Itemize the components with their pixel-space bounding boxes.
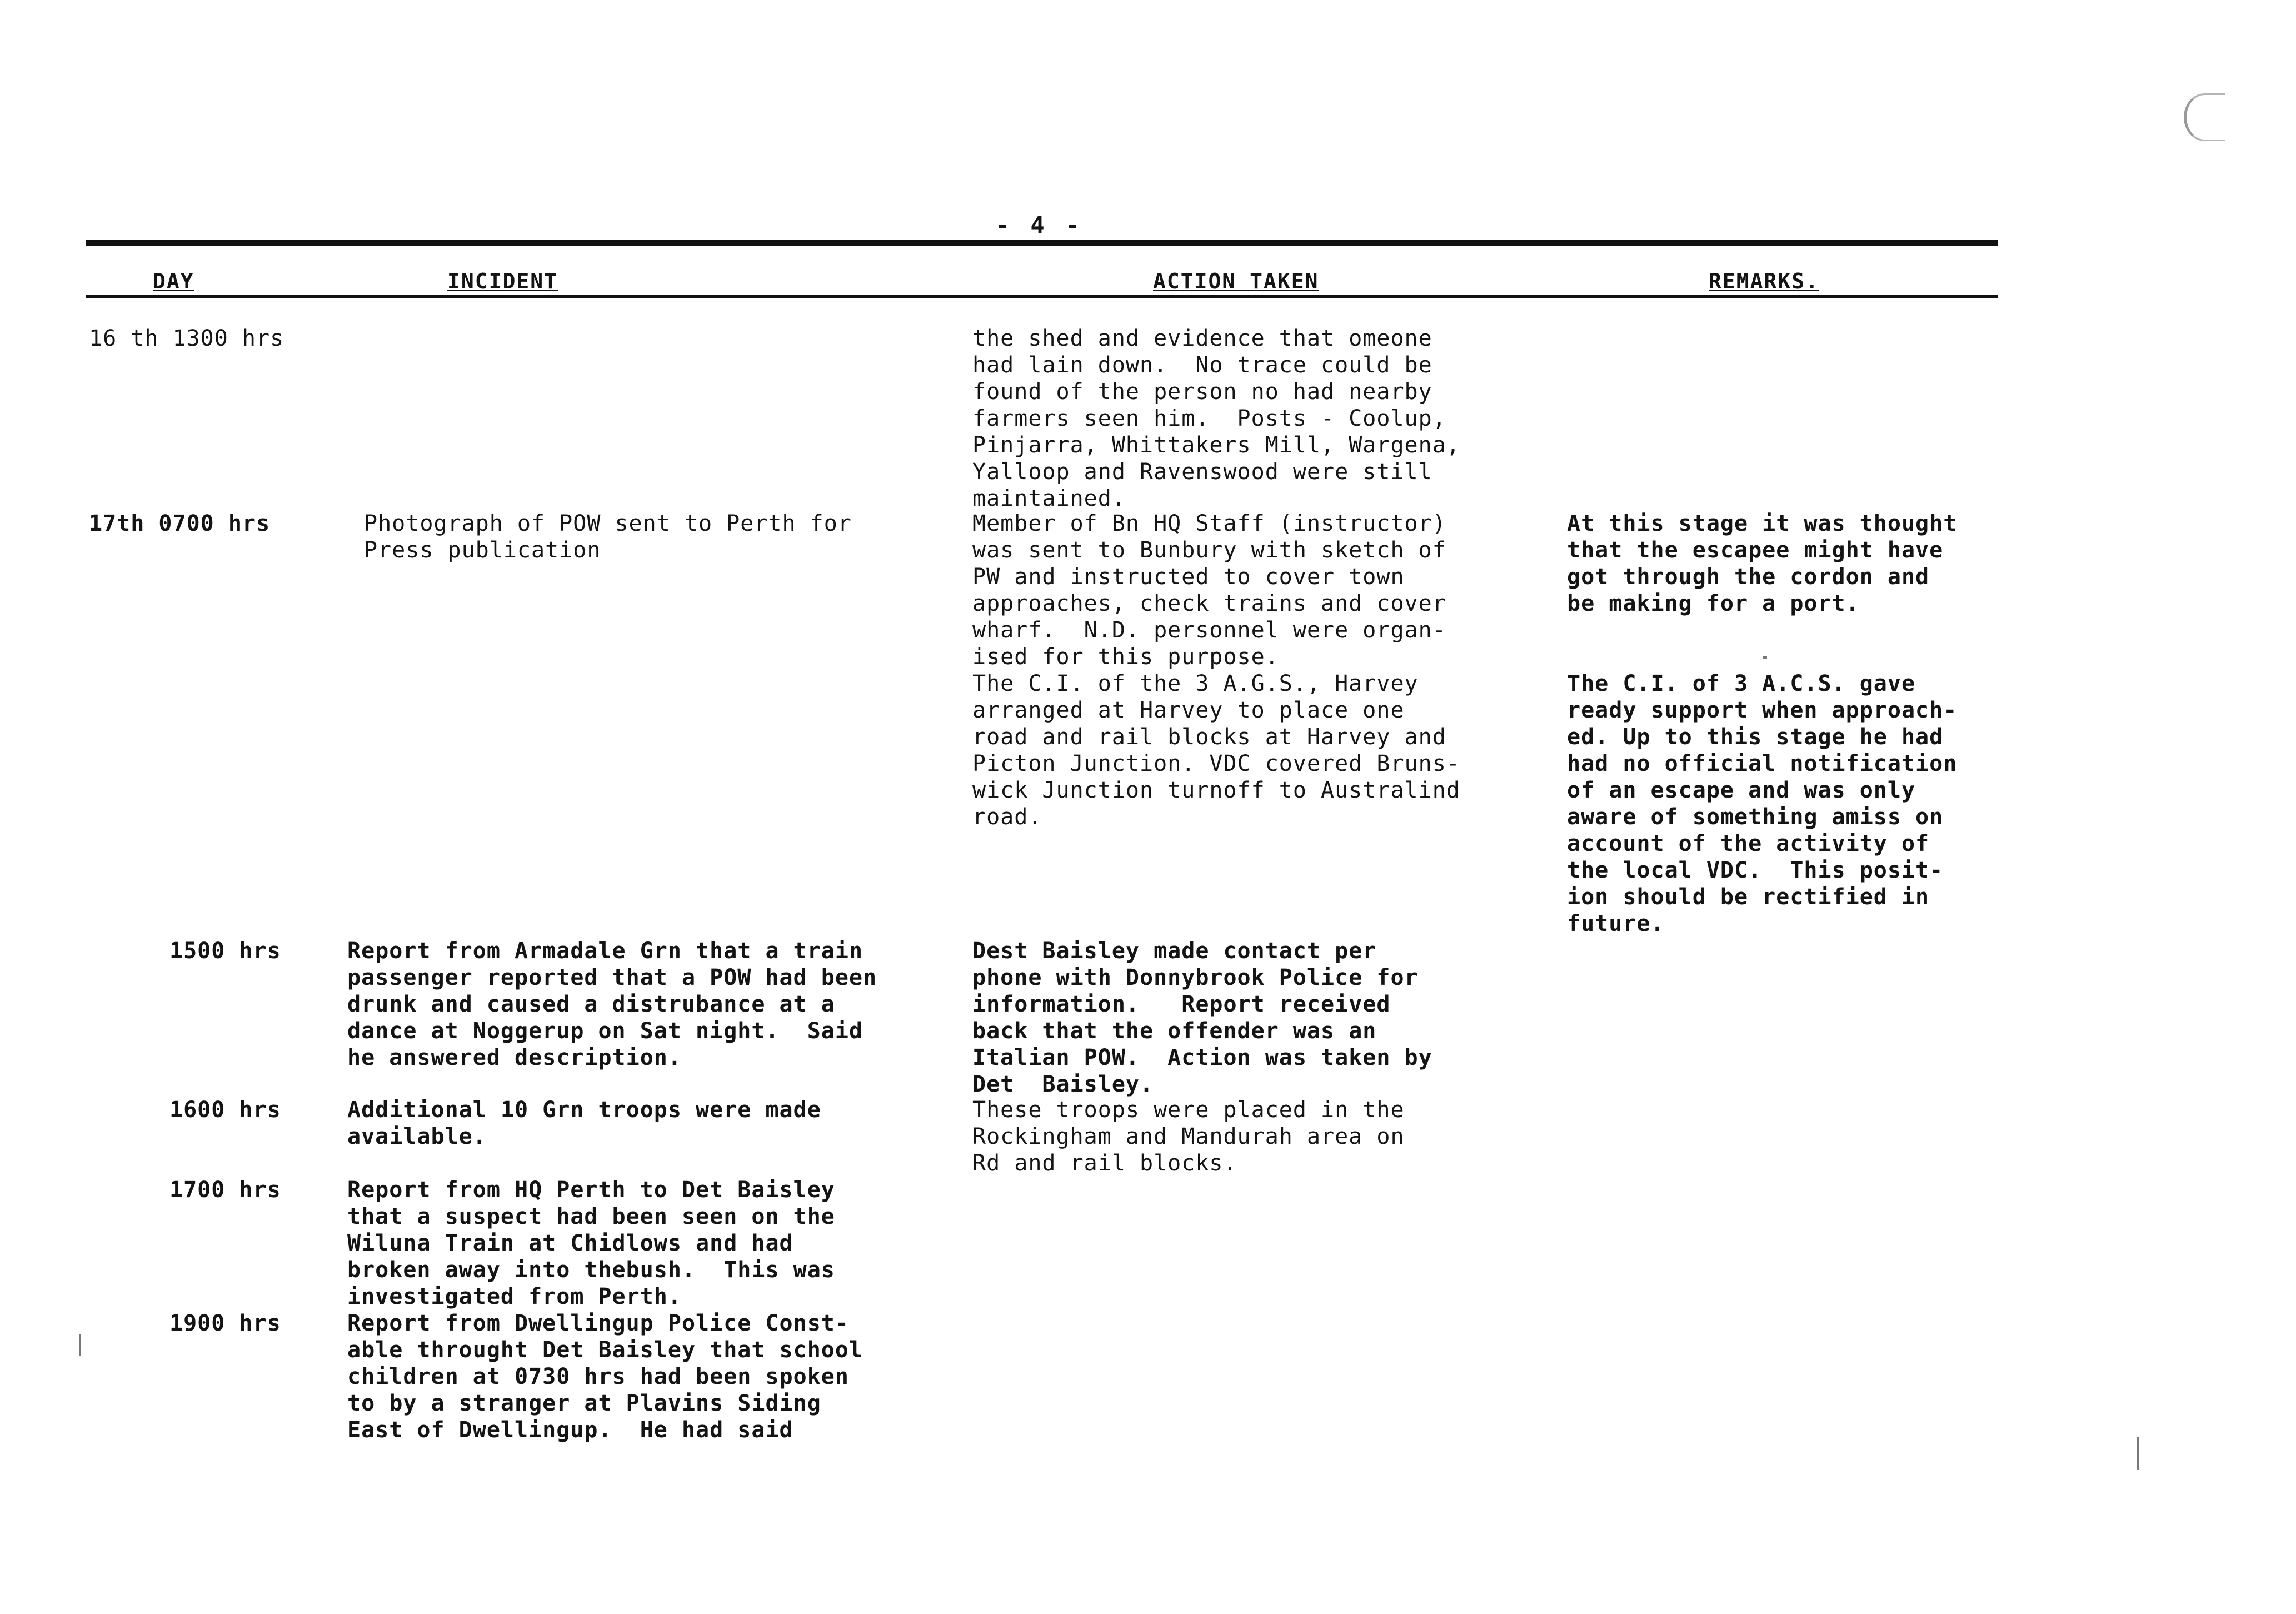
column-header-action-taken: ACTION TAKEN bbox=[1153, 269, 1319, 293]
header-top-rule bbox=[86, 240, 1998, 246]
punch-hole-mark bbox=[2184, 93, 2225, 141]
entry-incident: Report from Dwellingup Police Const- able throught Det Baisley that school children at 0730 hrs had been spoken to by a stranger at Plavins Siding East of Dwellingup. He had said bbox=[347, 1311, 864, 1443]
entry-day: 16 th 1300 hrs bbox=[89, 326, 284, 351]
column-header-day: DAY bbox=[153, 269, 194, 293]
entry-incident: Photograph of POW sent to Perth for Press publication bbox=[364, 511, 852, 563]
scan-mark bbox=[79, 1334, 81, 1356]
entry-incident: Additional 10 Grn troops were made available. bbox=[347, 1097, 821, 1149]
entry-action: the shed and evidence that omeone had lain down. No trace could be found of the person no had nearby farmers seen him. Posts - Coolup, Pinjarra, Whittakers Mill, Wargena, Yalloop and Ravenswood were still maintained. bbox=[972, 326, 1460, 511]
scan-mark bbox=[1763, 656, 1767, 659]
entry-incident: Report from Armadale Grn that a train passenger reported that a POW had been drunk and caused a distrubance at a dance at Noggerup on Sat night. Said he answered description. bbox=[347, 938, 877, 1070]
scan-mark bbox=[2137, 1437, 2139, 1470]
entry-action: Member of Bn HQ Staff (instructor) was sent to Bunbury with sketch of PW and instructed to cover town approaches, check trains and cover wharf. N.D. personnel were organ- ised for this purpose. The C.I. of the 3 A.G.S., Harvey arranged at Harvey to place one road and rail blocks at Harvey and Picton Junction. VDC covered Bruns- wick Junction turnoff to Australind road. bbox=[972, 511, 1460, 830]
entry-incident: Report from HQ Perth to Det Baisley that a suspect had been seen on the Wiluna Train at Chidlows and had broken away into thebush. This was investigated from Perth. bbox=[347, 1177, 835, 1309]
entry-day: 1900 hrs bbox=[169, 1311, 281, 1336]
entry-remarks: At this stage it was thought that the escapee might have got through the cordon and be making for a port. The C.I. of 3 A.C.S. gave ready support when approach- ed. Up to this stage he had had no official notification of an escape and was only aware of something amiss on account of the activity of the local VDC. This posit- ion should be rectified in future. bbox=[1567, 511, 1958, 936]
entry-action: These troops were placed in the Rockingham and Mandurah area on Rd and rail blocks. bbox=[972, 1097, 1405, 1176]
entry-day: 1700 hrs bbox=[169, 1177, 281, 1203]
entry-action: Dest Baisley made contact per phone with Donnybrook Police for information. Report received back that the offender was an Italian POW. Action was taken by Det Baisley. bbox=[972, 938, 1432, 1097]
column-header-remarks: REMARKS. bbox=[1709, 269, 1820, 293]
entry-day: 17th 0700 hrs bbox=[89, 511, 271, 536]
header-bottom-rule bbox=[86, 295, 1998, 298]
entry-day: 1500 hrs bbox=[169, 938, 281, 964]
page-number: - 4 - bbox=[995, 211, 1083, 238]
entry-day: 1600 hrs bbox=[169, 1097, 281, 1123]
column-header-incident: INCIDENT bbox=[447, 269, 558, 293]
